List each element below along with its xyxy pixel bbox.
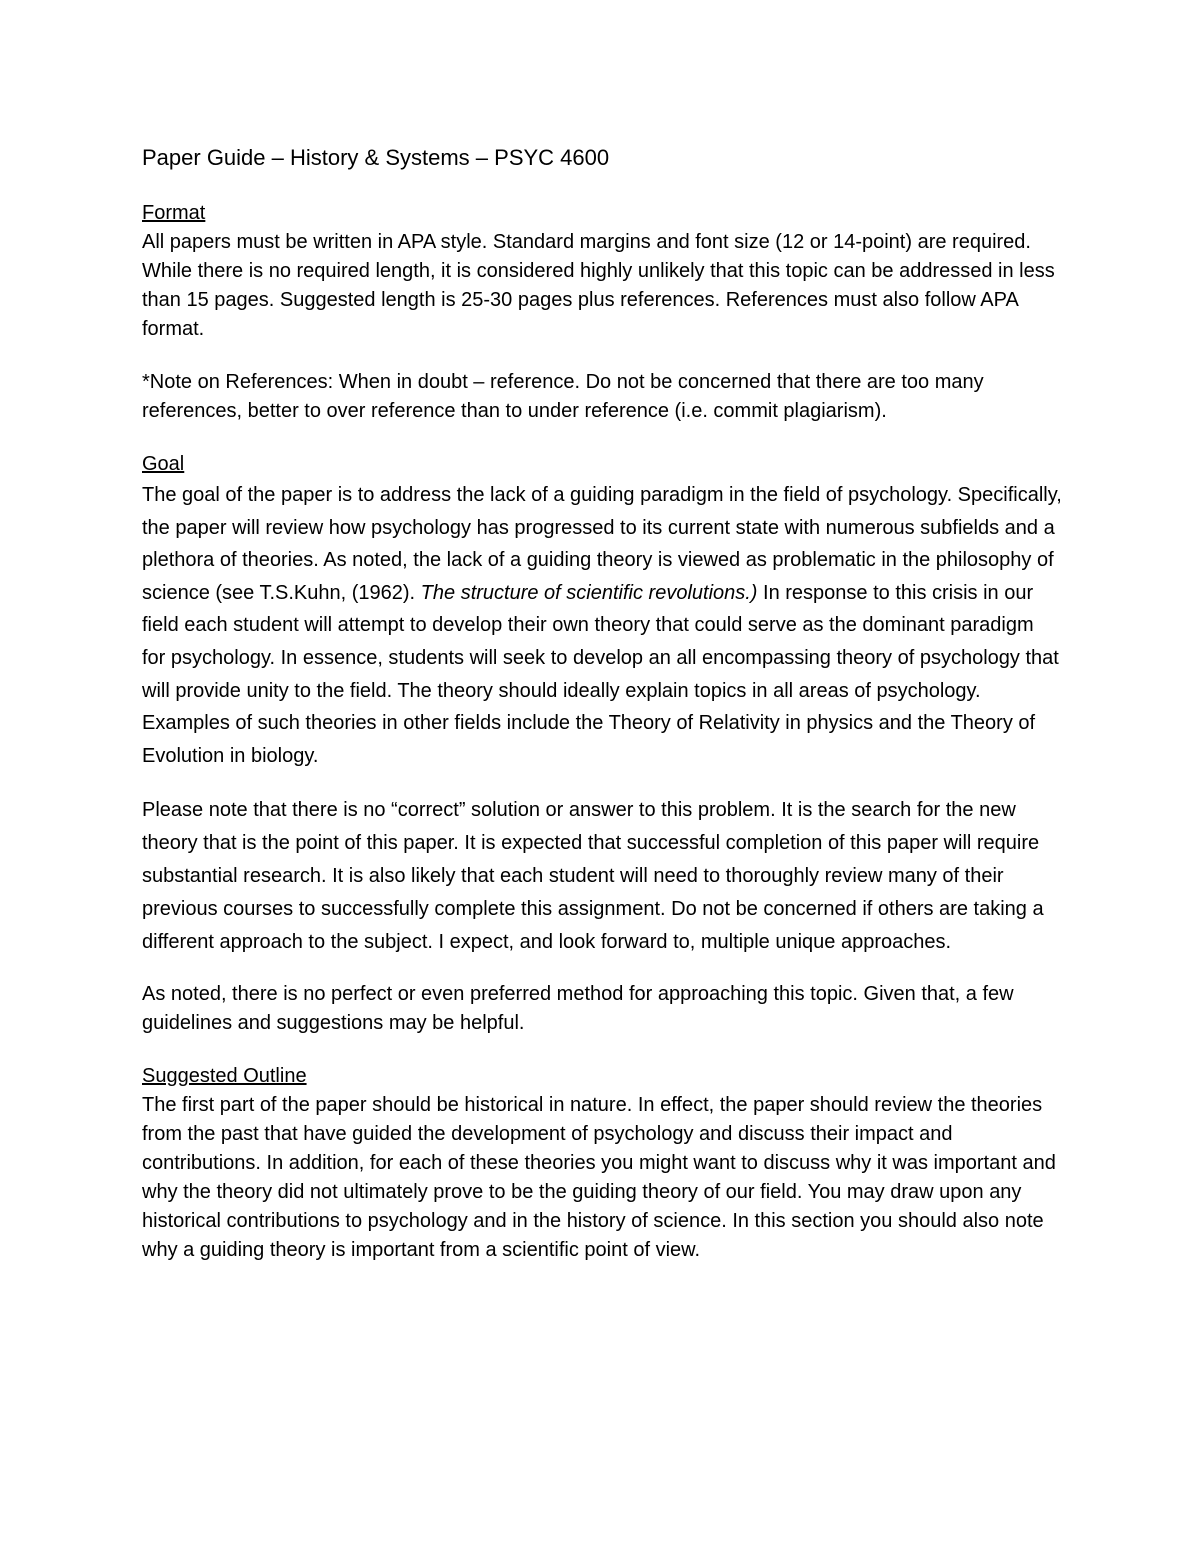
- format-section: [142, 199, 1062, 344]
- goal-text-part1: The goal of the paper is to address the lack of a guiding paradigm in the field of psychology. Specifically, the paper will review how psychology has progressed to its current state with numerous subfields and a plethora of theories. As noted, the lack of a guiding theory is viewed as problematic in the philosophy of science (see T.S.Kuhn, (1962).: [142, 484, 1062, 604]
- format-heading: Format: [142, 202, 206, 224]
- goal-citation-title: The structure of scientific revolutions.): [420, 581, 758, 604]
- goal-paragraph: [142, 479, 1062, 772]
- format-paragraph: All papers must be written in APA style. Standard margins and font size (12 or 14-point) are required. While there is no required length, it is considered highly unlikely that this topic can be addressed in less than 15 pages. Suggested length is 25-30 pages plus references. References must also follow APA format.: [142, 231, 1055, 340]
- note-section: [142, 368, 1062, 426]
- goal-section: [142, 450, 1062, 1038]
- please-note-paragraph: Please note that there is no “correct” solution or answer to this problem. It is the search for the new theory that is the point of this paper. It is expected that successful completion of this paper will require substantial research. It is also likely that each student will need to thoroughly review many of their previous courses to successfully complete this assignment. Do not be concerned if others are taking a different approach to the subject. I expect, and look forward to, multiple unique approaches.: [142, 799, 1044, 953]
- outline-paragraph: The first part of the paper should be historical in nature. In effect, the paper should review the theories from the past that have guided the development of psychology and discuss their impact and contributions. In addition, for each of these theories you might want to discuss why it was important and why the theory did not ultimately prove to be the guiding theory of our field. You may draw upon any historical contributions to psychology and in the history of science. In this section you should also note why a guiding theory is important from a scientific point of view.: [142, 1094, 1056, 1262]
- goal-text-part2: In response to this crisis in our field each student will attempt to develop their own theory that could serve as the dominant paradigm for psychology. In essence, students will seek to develop an all encompassing theory of psychology that will provide unity to the field. The theory should ideally explain topics in all areas of psychology. Examples of such theories in other fields include the Theory of Relativity in physics and the Theory of Evolution in biology.: [142, 581, 1059, 767]
- goal-heading: Goal: [142, 453, 185, 475]
- outline-heading: Suggested Outline: [142, 1065, 307, 1088]
- document-title: Paper Guide – History & Systems – PSYC 4600: [142, 145, 610, 170]
- document-content: [142, 143, 1062, 1265]
- outline-section: [142, 1062, 1062, 1265]
- as-noted-paragraph: As noted, there is no perfect or even preferred method for approaching this topic. Given that, a few guidelines and suggestions may be helpful.: [142, 983, 1014, 1035]
- note-paragraph: *Note on References: When in doubt – reference. Do not be concerned that there are too many references, better to over reference than to under reference (i.e. commit plagiarism).: [142, 371, 984, 422]
